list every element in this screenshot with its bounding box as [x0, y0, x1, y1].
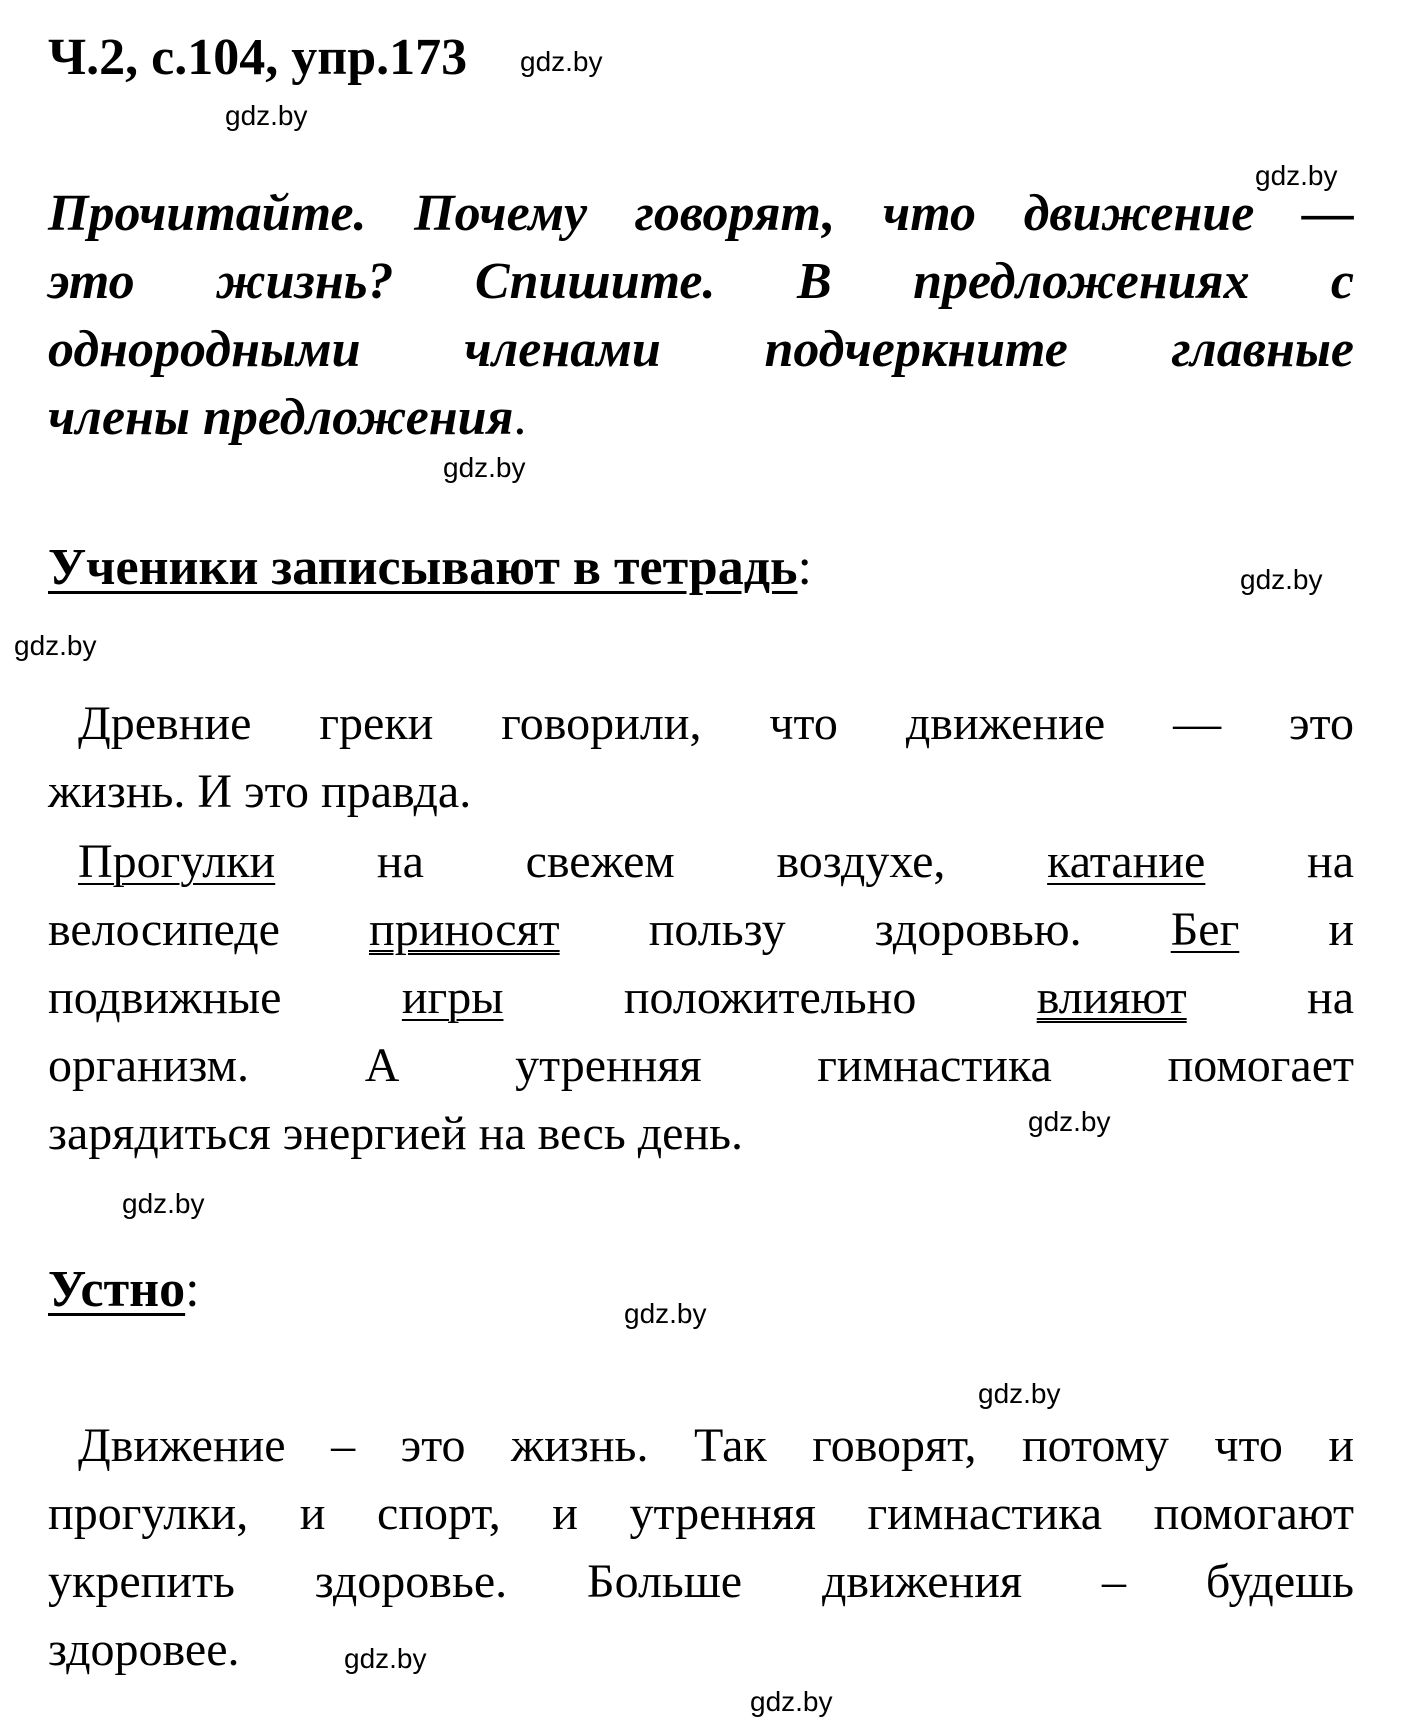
subject-word: игры	[401, 971, 504, 1024]
word: на	[1307, 971, 1355, 1024]
subject-word: Прогулки	[78, 835, 276, 888]
notebook-text-line	[48, 896, 1354, 964]
task-last-line: члены предложения	[48, 389, 514, 446]
task-line: однородными членами подчеркните главные	[48, 321, 1354, 378]
word: на	[1307, 835, 1355, 888]
word: свежем	[525, 835, 675, 888]
predicate-word: приносят	[369, 903, 560, 956]
watermark: gdz.by	[624, 1298, 707, 1329]
notebook-heading-punct: :	[797, 539, 812, 596]
notebook-text-line	[78, 828, 1354, 896]
watermark: gdz.by	[1240, 564, 1323, 595]
watermark: gdz.by	[122, 1188, 205, 1219]
oral-heading	[48, 1260, 200, 1320]
oral-text-line: здоровее.	[48, 1623, 240, 1676]
word: подвижные	[48, 971, 282, 1024]
subject-word: катание	[1047, 835, 1206, 888]
watermark: gdz.by	[750, 1686, 833, 1717]
oral-heading-text: Устно	[48, 1261, 186, 1318]
word: положительно	[623, 971, 917, 1024]
oral-text-line: прогулки, и спорт, и утренняя гимнастика помогают	[48, 1487, 1354, 1540]
word: воздухе,	[776, 835, 946, 888]
oral-text-line: Движение – это жизнь. Так говорят, потому что и	[78, 1419, 1354, 1472]
notebook-text-line: организм. А утренняя гимнастика помогает	[48, 1039, 1354, 1092]
watermark: gdz.by	[1255, 160, 1338, 191]
notebook-text-line	[48, 964, 1354, 1032]
notebook-heading	[48, 538, 812, 598]
task-line: Прочитайте. Почему говорят, что движение —	[48, 185, 1354, 242]
watermark: gdz.by	[1028, 1106, 1111, 1137]
page-title: Ч.2, с.104, упр.173	[48, 29, 468, 86]
oral-heading-punct: :	[185, 1261, 200, 1318]
watermark: gdz.by	[225, 100, 308, 131]
notebook-text-line: зарядиться энергией на весь день.	[48, 1107, 744, 1160]
predicate-word: влияют	[1036, 971, 1187, 1024]
word: велосипеде	[48, 903, 280, 956]
watermark: gdz.by	[344, 1643, 427, 1674]
task-line	[48, 384, 526, 452]
task-punct: .	[513, 389, 527, 446]
watermark: gdz.by	[978, 1378, 1061, 1409]
subject-word: Бег	[1170, 903, 1240, 956]
word: на	[376, 835, 424, 888]
notebook-text-line: Древние греки говорили, что движение — это	[78, 697, 1354, 750]
watermark: gdz.by	[14, 630, 97, 661]
oral-text-line: укрепить здоровье. Больше движения – будешь	[48, 1555, 1354, 1608]
notebook-text-line: жизнь. И это правда.	[48, 765, 472, 818]
word: пользу	[648, 903, 786, 956]
watermark: gdz.by	[443, 452, 526, 483]
notebook-heading-text: Ученики записывают в тетрадь	[48, 539, 798, 596]
task-line: это жизнь? Спишите. В предложениях с	[48, 253, 1354, 310]
word: и	[1328, 903, 1355, 956]
watermark: gdz.by	[520, 46, 603, 77]
word: здоровью.	[874, 903, 1082, 956]
